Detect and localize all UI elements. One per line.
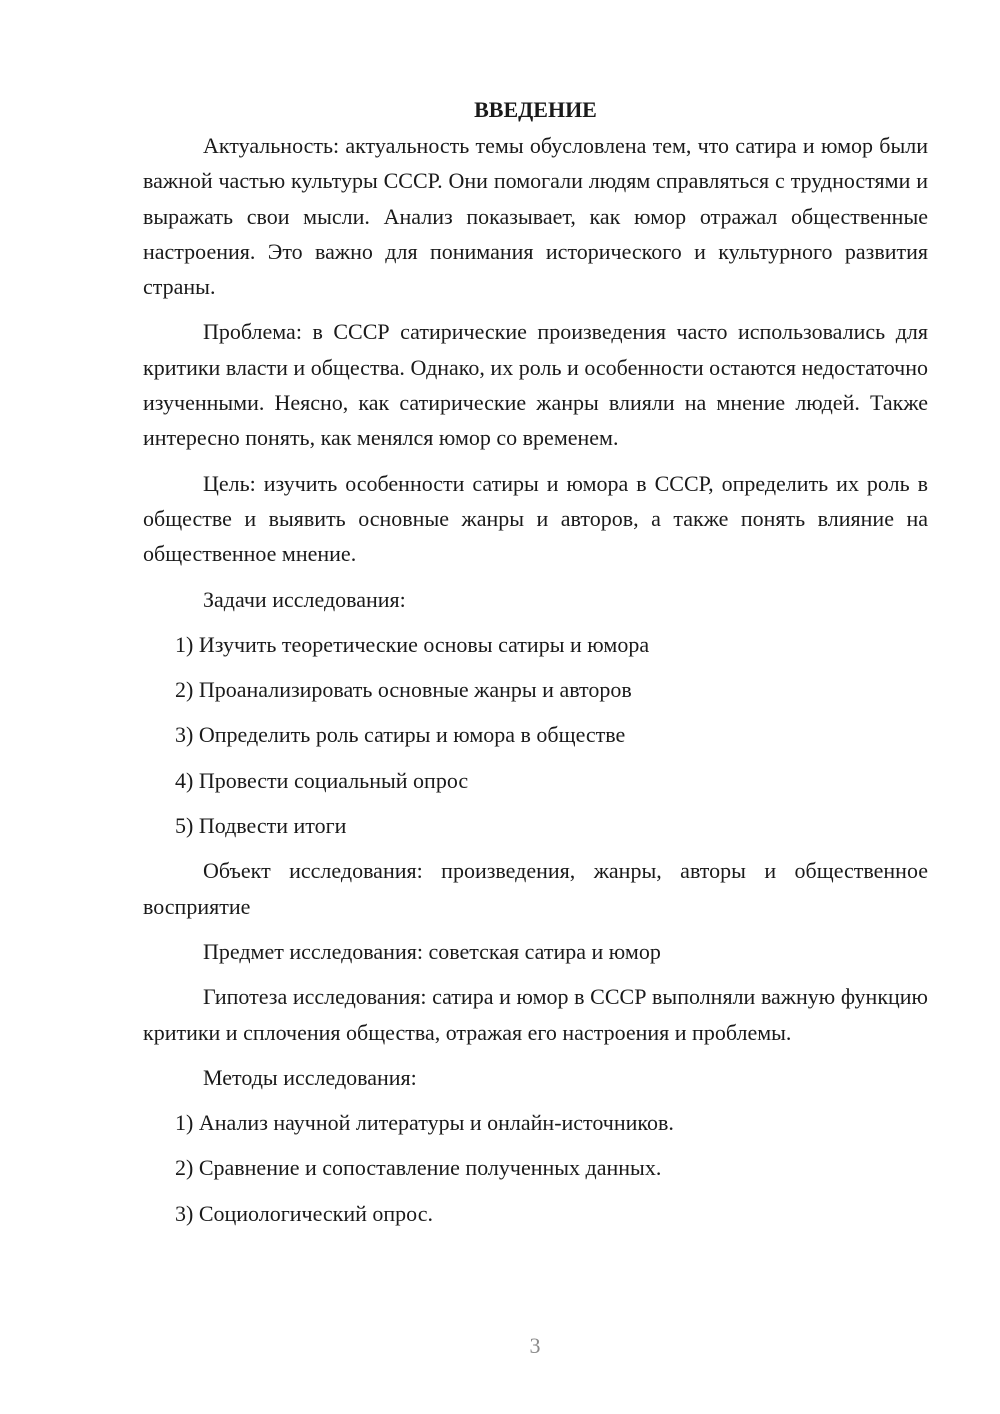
tasks-heading: Задачи исследования: [203, 586, 406, 612]
method-item: 3) Социологический опрос. [175, 1200, 433, 1226]
task-item: 1) Изучить теоретические основы сатиры и юмора [175, 631, 650, 657]
methods-heading: Методы исследования: [203, 1064, 417, 1090]
task-item: 2) Проанализировать основные жанры и авторов [175, 677, 632, 703]
object-paragraph: Объект исследования: произведения, жанры, авторы и общественное восприятие [143, 858, 928, 919]
section-title: ВВЕДЕНИЕ [474, 97, 597, 122]
page-number: 3 [529, 1333, 541, 1358]
method-item: 1) Анализ научной литературы и онлайн-источников. [175, 1110, 674, 1136]
hypothesis-paragraph: Гипотеза исследования: сатира и юмор в СССР выполняли важную функцию критики и сплочения общества, отражая его настроения и проблемы. [143, 984, 928, 1045]
relevance-paragraph: Актуальность: актуальность темы обусловлена тем, что сатира и юмор были важной частью культуры СССР. Они помогали людям справляться с трудностями и выражать свои мысли. Анализ показывает, как юмор отражал общественные настроения. Это важно для понимания исторического и культурного развития страны. [143, 133, 928, 300]
subject-paragraph: Предмет исследования: советская сатира и юмор [203, 938, 661, 964]
problem-paragraph: Проблема: в СССР сатирические произведения часто использовались для критики власти и общества. Однако, их роль и особенности остаются недостаточно изученными. Неясно, как сатирические жанры влияли на мнение людей. Также интересно понять, как менялся юмор со временем. [143, 319, 928, 451]
document-body [143, 92, 928, 1241]
task-item: 5) Подвести итоги [175, 813, 347, 839]
task-item: 3) Определить роль сатиры и юмора в обществе [175, 722, 626, 748]
method-item: 2) Сравнение и сопоставление полученных данных. [175, 1155, 662, 1181]
task-item: 4) Провести социальный опрос [175, 767, 469, 793]
goal-paragraph: Цель: изучить особенности сатиры и юмора в СССР, определить их роль в обществе и выявить основные жанры и авторов, а также понять влияние на общественное мнение. [143, 470, 928, 567]
